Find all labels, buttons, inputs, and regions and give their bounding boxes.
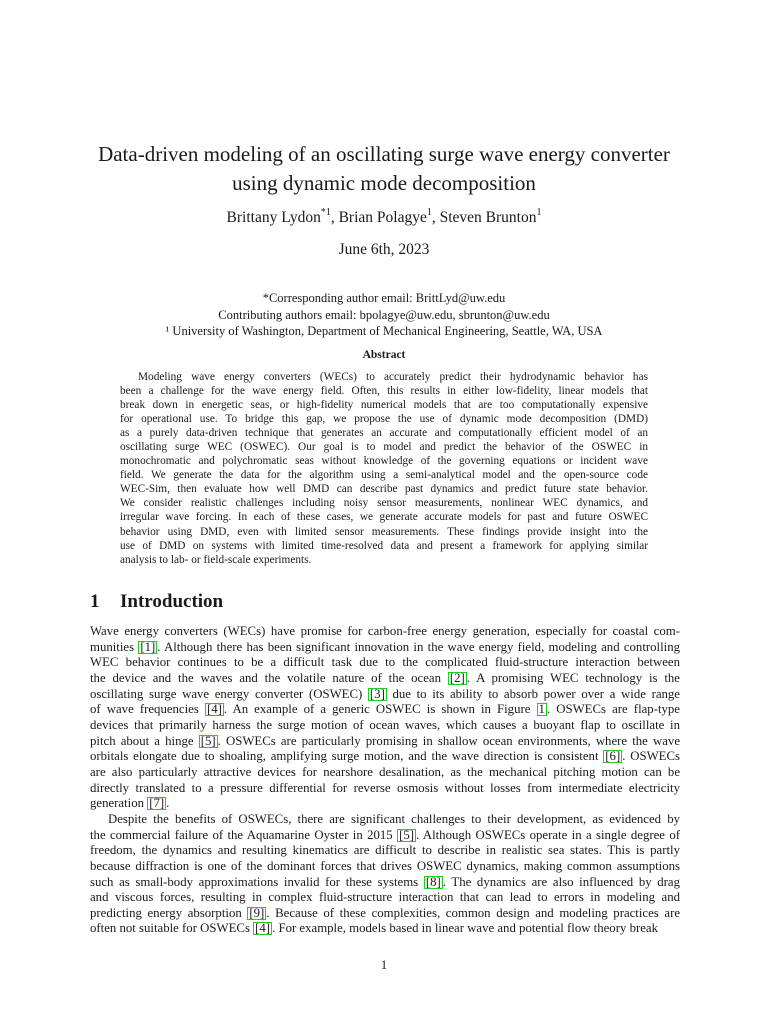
text-line: oscillating surge WEC (OSWEC). Our goal is to model and predict the behavior of the OSWEC in	[120, 441, 648, 454]
citation-link[interactable]: [8]	[425, 874, 441, 889]
text-segment: orbitals elongate due to shoaling, amplifying surge motion, and the wave direction is consistent	[90, 749, 604, 764]
text-segment: . For example, models based in linear wave and potential flow theory break	[272, 921, 658, 936]
text-line	[90, 702, 680, 718]
author-name: Brian Polagye	[338, 209, 427, 226]
section-heading	[90, 591, 223, 613]
author-mark: 1	[536, 206, 542, 218]
text-line: break down in energetic seas, or high-fidelity numerical models that are too computationally expensive	[120, 399, 648, 412]
text-line	[90, 687, 680, 703]
text-line: freedom, the dynamics and resulting kinematics are difficult to describe in realistic sea states. This is partly	[90, 843, 680, 858]
text-segment: . An example of a generic OSWEC is shown in Figure	[223, 702, 537, 717]
page-number: 1	[380, 958, 388, 972]
text-line: and viscous forces, resulting in complex fluid-structure interaction that can lead to errors in modeling and	[90, 890, 680, 905]
text-segment: . A promising WEC technology is the	[466, 670, 680, 685]
affiliation-line: ¹ University of Washington, Department of Mechanical Engineering, Seattle, WA, USA	[165, 324, 603, 338]
text-line: We consider realistic challenges including noisy sensor measurements, nonlinear WEC dynamics, and	[120, 497, 648, 510]
text-segment: oscillating surge wave energy converter (OSWEC)	[90, 686, 368, 701]
text-line: use of DMD on systems with limited time-resolved data and present a framework for applying similar	[120, 539, 648, 552]
author-name: Brittany Lydon	[226, 209, 321, 226]
text-segment: . Although OSWECs operate in a single degree of	[415, 827, 680, 842]
section-title: Introduction	[120, 591, 224, 612]
text-line: irregular wave forcing. In each of these cases, we generate accurate models for past and future OSWEC	[120, 511, 648, 524]
text-segment: .	[166, 796, 170, 811]
abstract-body	[120, 370, 648, 567]
citation-link[interactable]: [3]	[369, 686, 385, 701]
citation-link[interactable]: 1	[538, 702, 545, 717]
text-segment: the device and the waves and the volatile nature of the ocean	[90, 670, 448, 685]
text-line	[90, 640, 680, 656]
introduction-body	[90, 624, 680, 937]
citation-link[interactable]: [1]	[140, 639, 156, 654]
text-line	[90, 906, 680, 922]
citation-link[interactable]: [4]	[206, 702, 222, 717]
text-line: Wave energy converters (WECs) have promise for carbon-free energy generation, especially for coastal com-	[90, 624, 680, 638]
citation-link[interactable]: [5]	[399, 827, 414, 842]
text-line	[90, 671, 680, 687]
text-line	[90, 749, 680, 765]
author-separator: ,	[431, 209, 440, 226]
text-line	[90, 734, 680, 750]
text-line	[90, 828, 680, 844]
text-segment: . Although there has been significant innovation in the wave energy field, modeling and controlling	[157, 639, 681, 654]
abstract-heading: Abstract	[362, 349, 406, 361]
paper-title	[40, 140, 728, 198]
affiliations	[0, 290, 768, 340]
text-line	[90, 796, 680, 812]
text-line: are also particularly attractive devices for nearshore desalination, as the mechanical pitching motion can be	[90, 764, 680, 779]
text-segment: . OSWECs	[622, 749, 680, 764]
text-line: analysis to lab- or field-scale experiments.	[120, 553, 312, 566]
author-separator: ,	[330, 209, 339, 226]
text-segment: such as small-body approximations invalid for these systems	[90, 874, 424, 889]
text-segment: . Because of these complexities, common design and modeling practices are	[266, 905, 681, 920]
text-line: Despite the benefits of OSWECs, there are significant challenges to their development, as evidenced by	[108, 811, 680, 826]
text-line: directly translated to a pressure differential for reverse osmosis without losses from intermediate electricity	[90, 780, 680, 795]
author-mark: 1	[426, 206, 432, 218]
text-segment: . OSWECs are particularly promising in shallow ocean environments, where the wave	[217, 733, 680, 748]
section-number: 1	[90, 591, 100, 612]
text-line: because diffraction is one of the dominant forces that drives OSWEC dynamics, making common assumptions	[90, 858, 680, 873]
citation-link[interactable]: [5]	[200, 733, 216, 748]
text-line	[90, 875, 680, 891]
affiliation-line: *Corresponding author email: BrittLyd@uw.edu	[262, 291, 506, 305]
text-segment: the commercial failure of the Aquamarine Oyster in 2015	[90, 827, 398, 842]
text-line: monochromatic and polychromatic seas without knowledge of the governing equations or incident wave	[120, 455, 648, 468]
title-line: Data-driven modeling of an oscillating surge wave energy converter	[98, 142, 670, 166]
text-line: behavior using DMD, even with limited sensor measurements. These findings provide insight into the	[120, 525, 648, 538]
title-line: using dynamic mode decomposition	[232, 171, 536, 195]
text-line	[90, 921, 680, 937]
text-line: devices that primarily harness the surge motion of ocean waves, which causes a buoyant flap to oscillate in	[90, 717, 680, 732]
text-segment: due to its ability to absorb power over a wide range	[386, 686, 680, 701]
text-line: field. We generate the data for the algorithm using a semi-analytical model and the open-source code	[120, 469, 648, 482]
text-line: Modeling wave energy converters (WECs) to accurately predict their hydrodynamic behavior has	[138, 371, 648, 383]
text-segment: pitch about a hinge	[90, 733, 199, 748]
text-line: been a challenge for the wave energy field. Often, this results in either low-fidelity, linear models that	[120, 385, 648, 398]
text-segment: . OSWECs are flap-type	[546, 702, 680, 717]
author-name: Steven Brunton	[439, 209, 537, 226]
author-mark: *1	[320, 206, 331, 218]
text-segment: of wave frequencies	[90, 702, 205, 717]
text-segment: generation	[90, 796, 148, 811]
text-line: for operational use. To bridge this gap, we propose the use of dynamic mode decomposition (DMD)	[120, 413, 648, 426]
author-list	[0, 206, 768, 227]
text-segment: munities	[90, 639, 139, 654]
text-line: as a purely data-driven technique that generates an accurate and computationally efficient model of an	[120, 427, 648, 440]
text-line: WEC-Sim, then evaluate how well DMD can describe past dynamics and predict future state behavior.	[120, 483, 648, 496]
text-segment: often not suitable for OSWECs	[90, 921, 254, 936]
text-segment: predicting energy absorption	[90, 905, 248, 920]
text-segment: . The dynamics are also influenced by drag	[442, 874, 681, 889]
paper-date: June 6th, 2023	[338, 241, 430, 258]
citation-link[interactable]: [7]	[149, 796, 165, 811]
affiliation-line: Contributing authors email: bpolagye@uw.edu, sbrunton@uw.edu	[218, 307, 550, 322]
citation-link[interactable]: [2]	[449, 670, 465, 685]
citation-link[interactable]: [9]	[249, 905, 265, 920]
text-line: WEC behavior continues to be a difficult task due to the complicated fluid-structure interaction between	[90, 655, 680, 670]
citation-link[interactable]: [4]	[255, 921, 271, 936]
citation-link[interactable]: [6]	[605, 749, 621, 764]
